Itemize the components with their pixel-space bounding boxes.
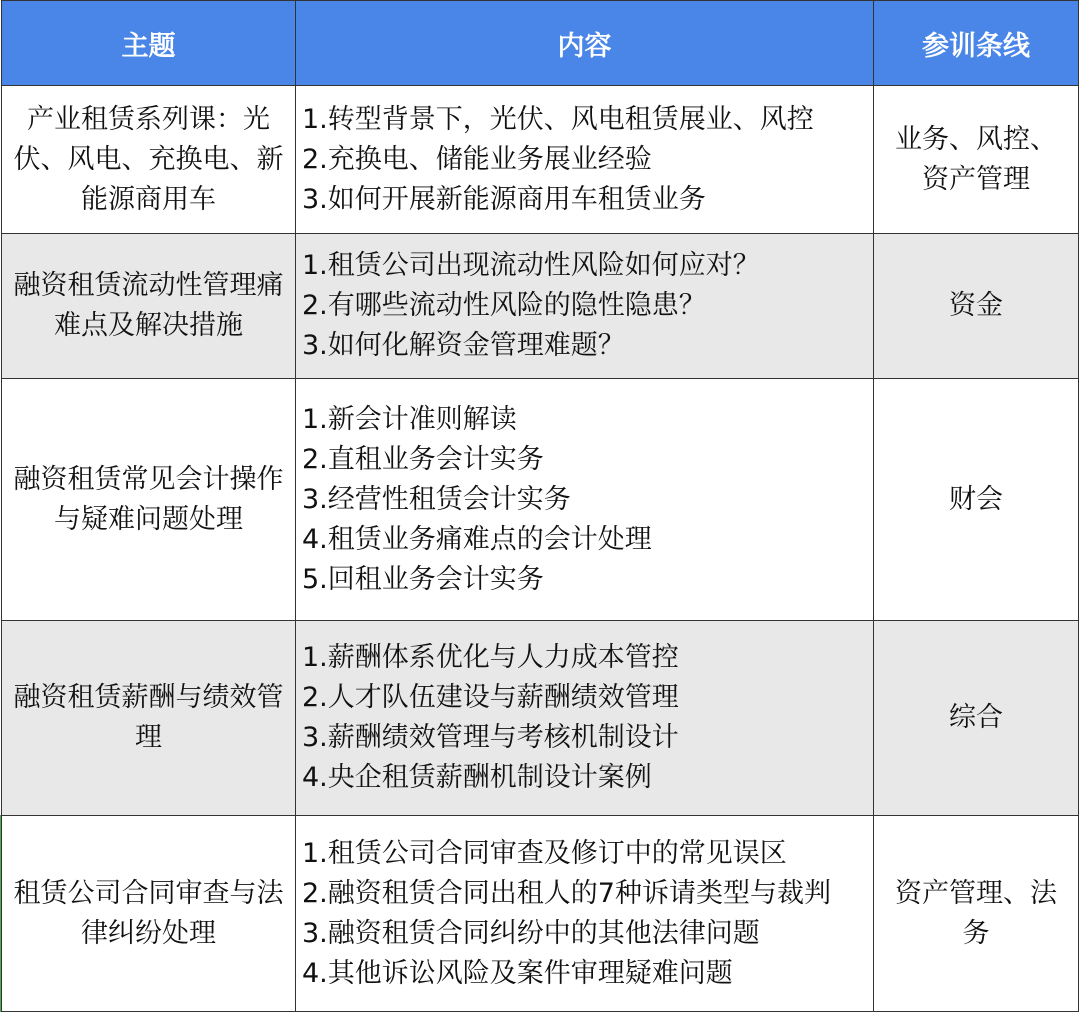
- content-item: 1.租赁公司出现流动性风险如何应对？: [302, 250, 760, 281]
- content-item: 3.经营性租赁会计实务: [302, 483, 571, 515]
- content-item: 4.租赁业务痛难点的会计处理: [302, 523, 652, 555]
- content-item: 2.人才队伍建设与薪酬绩效管理: [302, 682, 679, 713]
- line-cell: 综合: [874, 621, 1079, 816]
- content-item: 4.其他诉讼风险及案件审理疑难问题: [302, 957, 733, 989]
- content-item: 1.租赁公司合同审查及修订中的常见误区: [302, 837, 787, 869]
- content-item: 3.如何开展新能源商用车租赁业务: [302, 183, 706, 215]
- content-cell: [296, 816, 874, 1012]
- content-item: 2.充换电、储能业务展业经验: [302, 143, 652, 175]
- content-cell: [296, 621, 874, 816]
- topic-cell: 融资租赁常见会计操作与疑难问题处理: [2, 379, 296, 621]
- table-row: [2, 816, 1079, 1012]
- content-item: 5.回租业务会计实务: [302, 563, 544, 595]
- line-cell: 资产管理、法务: [874, 816, 1079, 1012]
- line-cell: 资金: [874, 234, 1079, 379]
- content-cell: [296, 86, 874, 234]
- line-cell: 财会: [874, 379, 1079, 621]
- content-item: 3.融资租赁合同纠纷中的其他法律问题: [302, 917, 760, 949]
- table-header-row: [2, 1, 1079, 86]
- topic-cell: 租赁公司合同审查与法律纠纷处理: [2, 816, 296, 1012]
- content-item: 2.直租业务会计实务: [302, 443, 544, 475]
- content-cell: [296, 234, 874, 379]
- table-row: [2, 379, 1079, 621]
- content-item: 2.融资租赁合同出租人的7种诉请类型与裁判: [302, 877, 831, 909]
- table-row: [2, 234, 1079, 379]
- content-cell: [296, 379, 874, 621]
- header-content: 内容: [296, 1, 874, 86]
- table-row: [2, 86, 1079, 234]
- content-item: 1.新会计准则解读: [302, 403, 517, 435]
- header-line: 参训条线: [874, 1, 1079, 86]
- topic-cell: 融资租赁薪酬与绩效管理: [2, 621, 296, 816]
- table-row: [2, 621, 1079, 816]
- course-table: [1, 0, 1079, 1012]
- content-item: 3.薪酬绩效管理与考核机制设计: [302, 722, 679, 753]
- topic-cell: 融资租赁流动性管理痛难点及解决措施: [2, 234, 296, 379]
- line-cell: 业务、风控、资产管理: [874, 86, 1079, 234]
- header-topic: 主题: [2, 1, 296, 86]
- content-item: 1.转型背景下，光伏、风电租赁展业、风控: [302, 103, 814, 135]
- content-item: 3.如何化解资金管理难题？: [302, 330, 625, 361]
- content-item: 2.有哪些流动性风险的隐性隐患？: [302, 290, 706, 321]
- topic-cell: 产业租赁系列课：光伏、风电、充换电、新能源商用车: [2, 86, 296, 234]
- content-item: 1.薪酬体系优化与人力成本管控: [302, 642, 679, 673]
- content-item: 4.央企租赁薪酬机制设计案例: [302, 762, 652, 793]
